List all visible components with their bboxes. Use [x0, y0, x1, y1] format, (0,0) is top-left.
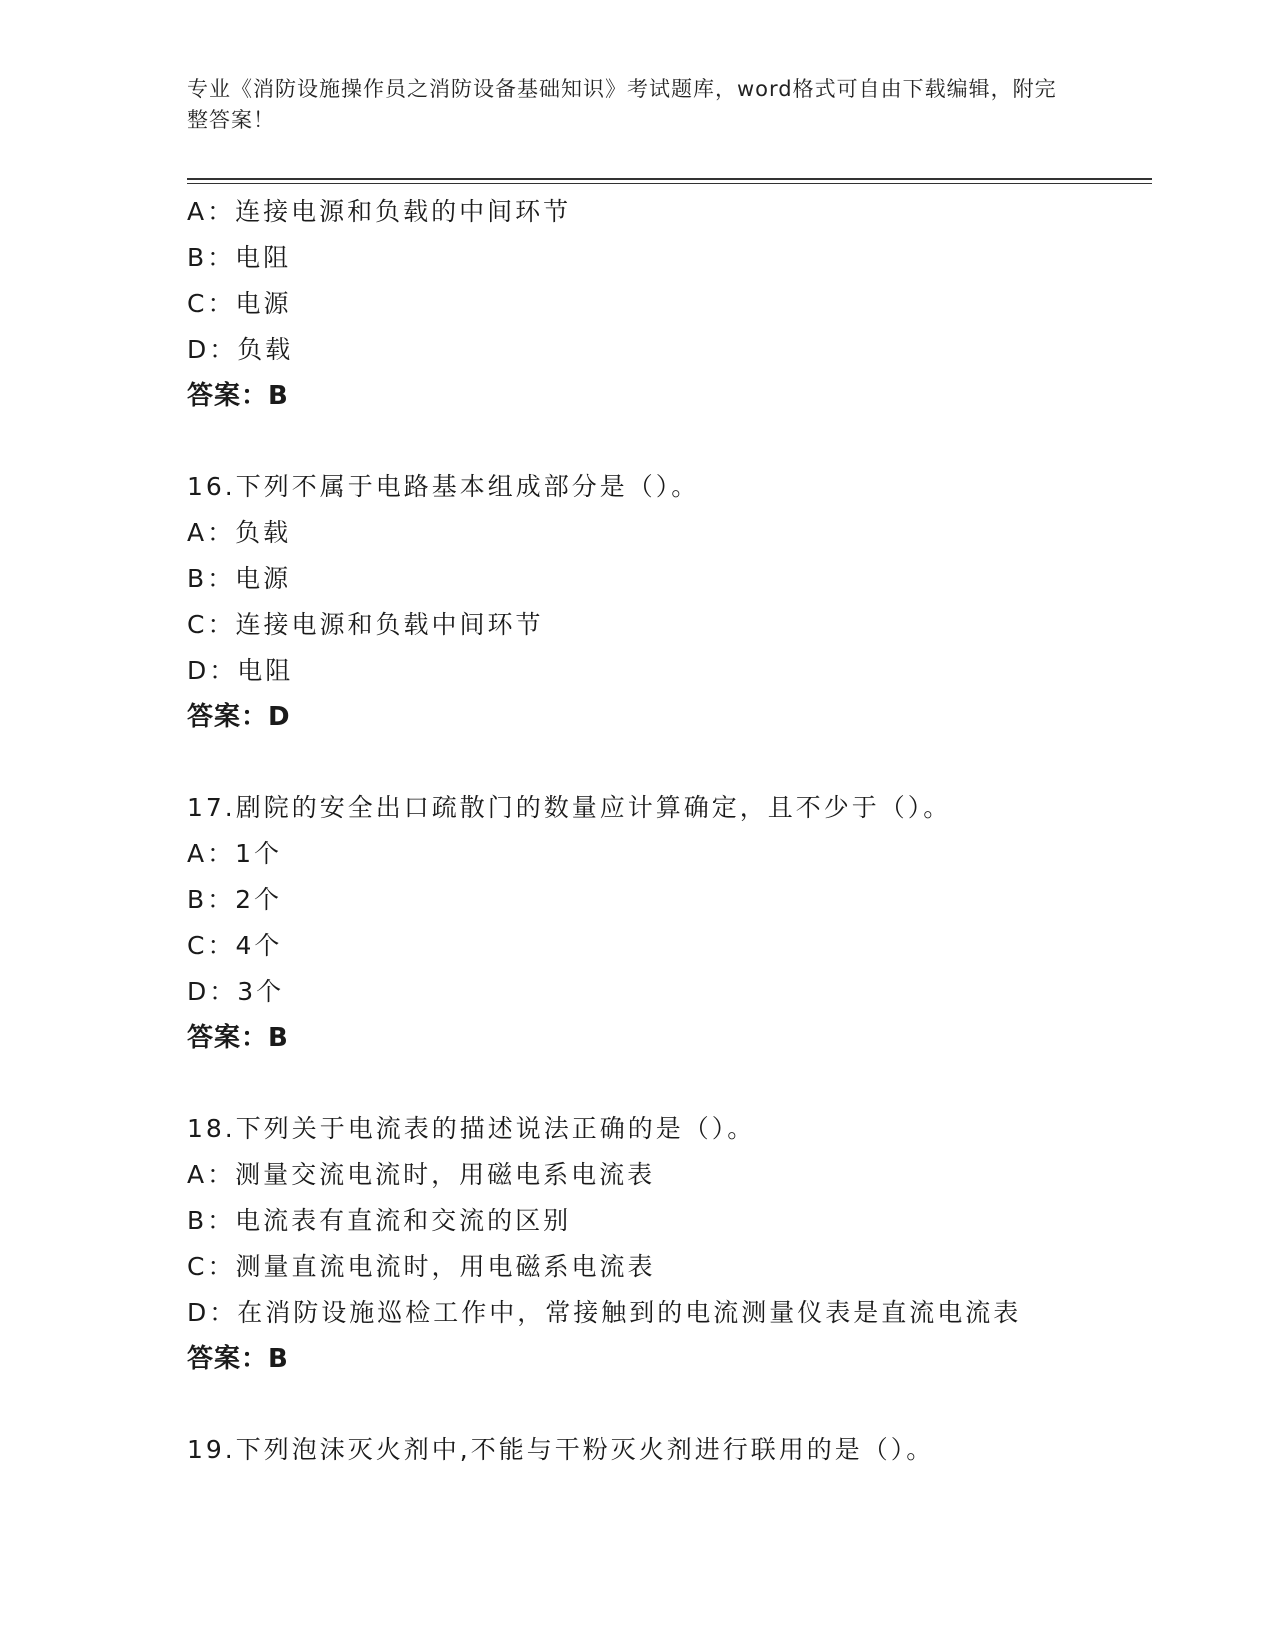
option-d: D：3个 — [187, 977, 285, 1006]
answer-line: 答案：B — [187, 381, 289, 411]
header-divider-thick — [187, 178, 1152, 180]
header-note: 专业《消防设施操作员之消防设备基础知识》考试题库，word格式可自由下载编辑，附完整答案！ — [187, 77, 1057, 132]
option-d: D：电阻 — [187, 656, 294, 685]
option-a: A：连接电源和负载的中间环节 — [187, 197, 572, 226]
option-b: B：电阻 — [187, 243, 292, 272]
answer-line: 答案：B — [187, 1023, 289, 1053]
option-a: A：1个 — [187, 839, 283, 868]
question-stem: 18.下列关于电流表的描述说法正确的是（）。 — [187, 1114, 756, 1143]
option-b: B：2个 — [187, 885, 283, 914]
question-stem: 19.下列泡沫灭火剂中,不能与干粉灭火剂进行联用的是（）。 — [187, 1435, 935, 1464]
question-17 — [187, 785, 1152, 1061]
option-b: B：电流表有直流和交流的区别 — [187, 1206, 572, 1235]
option-b: B：电源 — [187, 564, 292, 593]
option-c: C：连接电源和负载中间环节 — [187, 610, 544, 639]
option-c: C：测量直流电流时，用电磁系电流表 — [187, 1252, 656, 1281]
question-list — [187, 189, 1152, 1473]
option-c: C：电源 — [187, 289, 292, 318]
header-divider-thin — [187, 183, 1152, 184]
question-18 — [187, 1106, 1152, 1382]
option-d: D：负载 — [187, 335, 294, 364]
option-a: A：负载 — [187, 518, 292, 547]
spacer — [187, 1061, 1152, 1106]
option-c: C：4个 — [187, 931, 283, 960]
question-stem: 16.下列不属于电路基本组成部分是（）。 — [187, 472, 700, 501]
option-d: D：在消防设施巡检工作中，常接触到的电流测量仪表是直流电流表 — [187, 1298, 1022, 1327]
spacer — [187, 419, 1152, 464]
spacer — [187, 740, 1152, 785]
answer-line: 答案：B — [187, 1344, 289, 1374]
question-15-continued — [187, 189, 1152, 419]
question-16 — [187, 464, 1152, 740]
spacer — [187, 1382, 1152, 1427]
answer-line: 答案：D — [187, 702, 291, 732]
question-stem: 17.剧院的安全出口疏散门的数量应计算确定，且不少于（）。 — [187, 793, 952, 822]
question-19 — [187, 1427, 1152, 1473]
option-a: A：测量交流电流时，用磁电系电流表 — [187, 1160, 656, 1189]
